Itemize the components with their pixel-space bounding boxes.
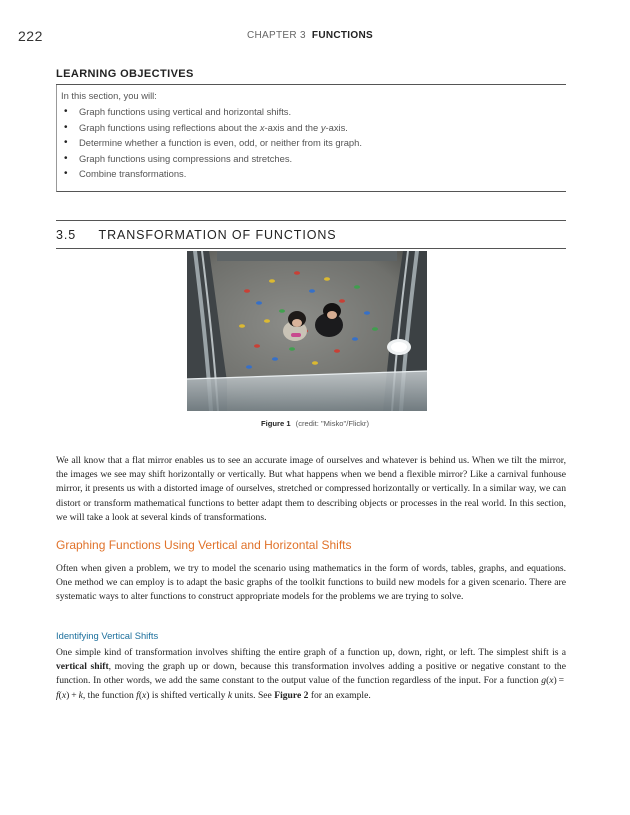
figure-label: Figure 1: [261, 419, 291, 428]
intro-paragraph: We all know that a flat mirror enables us to see an accurate image of ourselves and whatever is behind us. When we tilt the mirror, the images we see may shift horizontally or vertically. But what happens when we bend a flexible mirror? Like a carnival funhouse mirror, it presents us with a distorted image of ourselves, stretched or compressed horizontally or vertically. In a similar way, we can distort or transform mathematical functions to better adapt them to describing objects or processes in the real world. In this section, we will take a look at several kinds of transformations.: [56, 455, 566, 523]
equation: g(x) = f(x) + k: [56, 675, 566, 701]
figure-credit: (credit: "Misko"/Flickr): [295, 419, 369, 428]
objective-item: • Determine whether a function is even, odd, or neither from its graph.: [61, 135, 566, 151]
section-heading: [56, 220, 566, 249]
learning-objectives-box: [56, 68, 566, 192]
section-number: 3.5: [56, 228, 77, 242]
sub-subsection-heading: Identifying Vertical Shifts: [56, 630, 159, 641]
page-number: 222: [18, 28, 43, 44]
objective-item: • Graph functions using vertical and horizontal shifts.: [61, 104, 566, 120]
objective-item: • Graph functions using compressions and stretches.: [61, 151, 566, 167]
section-title: TRANSFORMATION OF FUNCTIONS: [98, 228, 337, 242]
learning-objectives-list: [61, 104, 566, 182]
objective-item: • Combine transformations.: [61, 166, 566, 182]
figure-reference: Figure 2: [274, 689, 309, 701]
chapter-label: CHAPTER 3: [247, 30, 306, 41]
learning-objectives-title: LEARNING OBJECTIVES: [56, 68, 566, 85]
chapter-title: FUNCTIONS: [311, 30, 373, 41]
learning-objectives-body: [56, 85, 566, 192]
figure-photo: [187, 251, 427, 411]
running-head: [247, 30, 373, 41]
objective-item: • Graph functions using reflections about the x-axis and the y-axis.: [61, 120, 566, 136]
learning-objectives-intro: In this section, you will:: [61, 90, 157, 101]
modeling-paragraph: Often when given a problem, we try to model the scenario using mathematics in the form of words, tables, graphs, and equations. One method we can employ is to adapt the basic graphs of the toolkit functions to build new models for a given scenario. There are systematic ways to alter functions to construct appropriate models for the problems we are trying to solve.: [56, 563, 566, 603]
subsection-heading: Graphing Functions Using Vertical and Horizontal Shifts: [56, 538, 352, 552]
figure-caption: [0, 419, 630, 428]
key-term: vertical shift: [56, 661, 109, 673]
vertical-shift-paragraph: One simple kind of transformation involves shifting the entire graph of a function up, down, right, or left. The simplest shift is a vertical shift, moving the graph up or down, because this transformation involves adding a positive or negative constant to the function. In other words, we add the same constant to the output value of the function regardless of the input. For a function g(x) = f(x) + k, the function f(x) is shifted vertically k units. See Figure 2 for an example.: [56, 647, 566, 701]
